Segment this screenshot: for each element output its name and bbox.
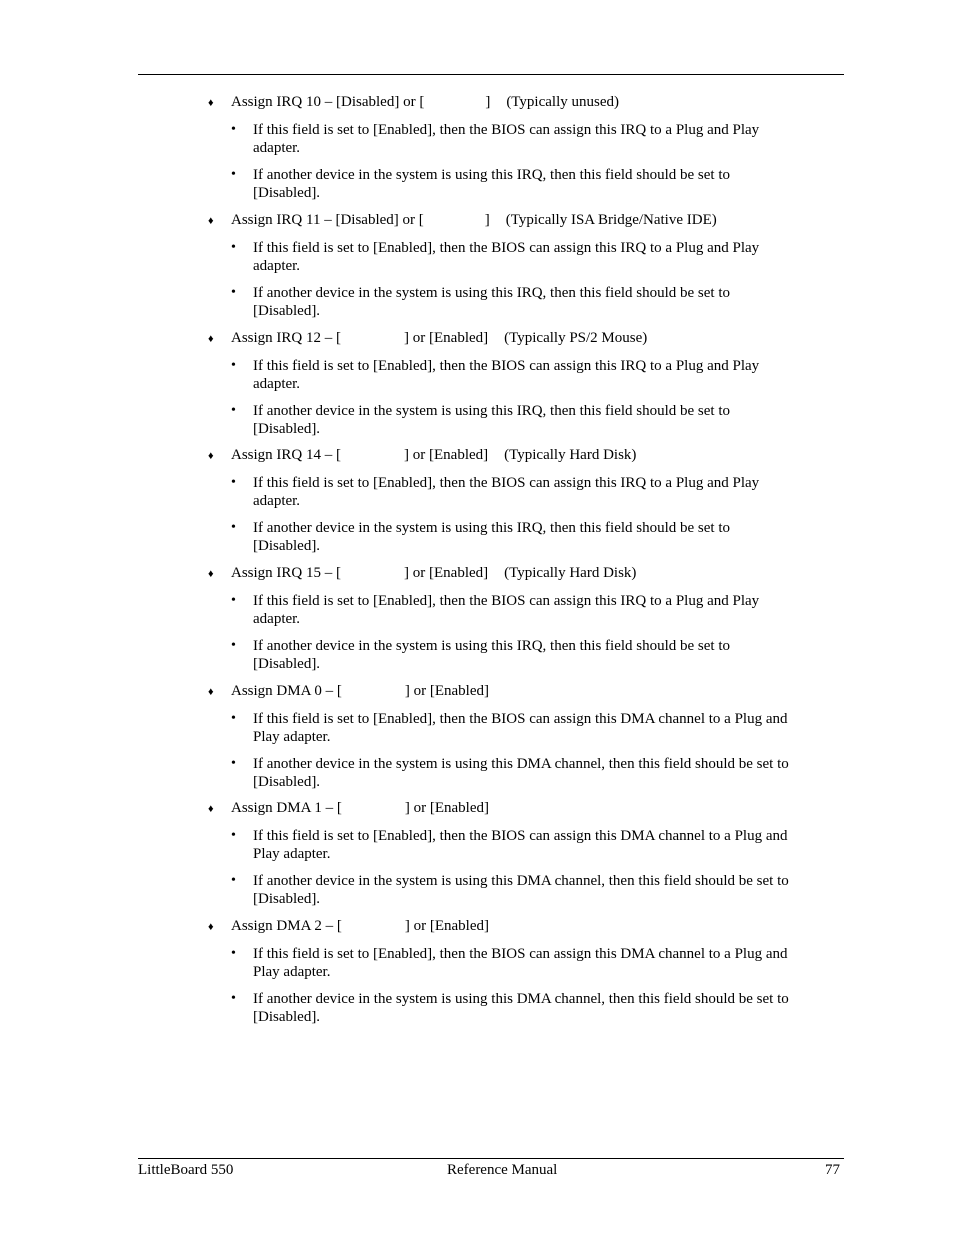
sub-bullet-icon: • (231, 285, 236, 300)
setting-options-suffix: ] or [Enabled] (404, 330, 489, 346)
sub-bullet-text-line1: If another device in the system is using this IRQ, then this field should be set to (253, 403, 731, 419)
setting-name-and-options: Assign DMA 0 – [ (231, 683, 342, 699)
diamond-bullet-icon: ♦ (208, 686, 214, 698)
sub-bullet-text-line2: [Disabled]. (253, 774, 321, 790)
sub-bullet-text-line1: If this field is set to [Enabled], then the BIOS can assign this DMA channel to a Plug and (253, 946, 788, 962)
diamond-bullet-icon: ♦ (208, 568, 214, 580)
sub-bullet-icon: • (231, 946, 236, 961)
sub-bullet-icon: • (231, 167, 236, 182)
sub-bullet-text-line2: adapter. (253, 493, 301, 509)
setting-item-heading (231, 93, 619, 111)
sub-bullet-icon: • (231, 520, 236, 535)
sub-bullet-text-line2: Play adapter. (253, 846, 331, 862)
setting-options-suffix: ] or [Enabled] (404, 683, 489, 699)
sub-bullet-text-line2: [Disabled]. (253, 303, 321, 319)
sub-bullet-icon: • (231, 828, 236, 843)
sub-bullet-icon: • (231, 756, 236, 771)
sub-bullet-text-line1: If this field is set to [Enabled], then the BIOS can assign this IRQ to a Plug and Play (253, 358, 760, 374)
sub-bullet-text-line1: If this field is set to [Enabled], then the BIOS can assign this IRQ to a Plug and Play (253, 593, 760, 609)
sub-bullet-icon: • (231, 638, 236, 653)
setting-options-suffix: ] or [Enabled] (404, 800, 489, 816)
setting-name-and-options: Assign IRQ 14 – [ (231, 447, 342, 463)
header-rule (138, 74, 844, 75)
sub-bullet-text-line2: Play adapter. (253, 964, 331, 980)
setting-item-heading (231, 682, 489, 700)
setting-item-heading (231, 564, 636, 582)
sub-bullet-text-line1: If another device in the system is using this IRQ, then this field should be set to (253, 638, 731, 654)
sub-bullet-icon: • (231, 475, 236, 490)
sub-bullet-text-line1: If another device in the system is using this DMA channel, then this field should be set to (253, 873, 789, 889)
typical-usage-note: (Typically PS/2 Mouse) (504, 330, 648, 346)
sub-bullet-icon: • (231, 403, 236, 418)
typical-usage-note: (Typically ISA Bridge/Native IDE) (505, 212, 717, 228)
sub-bullet-text-line1: If another device in the system is using this IRQ, then this field should be set to (253, 520, 731, 536)
sub-bullet-icon: • (231, 711, 236, 726)
typical-usage-note: (Typically Hard Disk) (504, 565, 637, 581)
sub-bullet-text-line2: [Disabled]. (253, 656, 321, 672)
setting-options-suffix: ] or [Enabled] (404, 918, 489, 934)
setting-name-and-options: Assign IRQ 11 – [Disabled] or [ (231, 212, 424, 228)
setting-name-and-options: Assign IRQ 12 – [ (231, 330, 342, 346)
sub-bullet-text-line2: adapter. (253, 376, 301, 392)
sub-bullet-text-line2: [Disabled]. (253, 538, 321, 554)
sub-bullet-icon: • (231, 991, 236, 1006)
sub-bullet-text-line2: adapter. (253, 258, 301, 274)
sub-bullet-icon: • (231, 358, 236, 373)
diamond-bullet-icon: ♦ (208, 921, 214, 933)
sub-bullet-text-line2: [Disabled]. (253, 421, 321, 437)
typical-usage-note: (Typically Hard Disk) (504, 447, 637, 463)
sub-bullet-text-line2: Play adapter. (253, 729, 331, 745)
sub-bullet-text-line2: adapter. (253, 611, 301, 627)
sub-bullet-text-line2: [Disabled]. (253, 891, 321, 907)
sub-bullet-icon: • (231, 873, 236, 888)
typical-usage-note: (Typically unused) (506, 94, 619, 110)
sub-bullet-text-line1: If this field is set to [Enabled], then the BIOS can assign this DMA channel to a Plug and (253, 828, 788, 844)
sub-bullet-text-line1: If this field is set to [Enabled], then the BIOS can assign this IRQ to a Plug and Play (253, 475, 760, 491)
sub-bullet-icon: • (231, 122, 236, 137)
setting-item-heading (231, 799, 489, 817)
sub-bullet-text-line2: adapter. (253, 140, 301, 156)
sub-bullet-text-line2: [Disabled]. (253, 1009, 321, 1025)
diamond-bullet-icon: ♦ (208, 97, 214, 109)
setting-name-and-options: Assign DMA 1 – [ (231, 800, 342, 816)
setting-item-heading (231, 211, 717, 229)
setting-item-heading (231, 329, 647, 347)
footer-rule (138, 1158, 844, 1159)
setting-item-heading (231, 917, 489, 935)
sub-bullet-text-line1: If this field is set to [Enabled], then the BIOS can assign this IRQ to a Plug and Play (253, 240, 760, 256)
setting-name-and-options: Assign IRQ 10 – [Disabled] or [ (231, 94, 425, 110)
diamond-bullet-icon: ♦ (208, 450, 214, 462)
sub-bullet-text-line1: If this field is set to [Enabled], then the BIOS can assign this DMA channel to a Plug and (253, 711, 788, 727)
setting-options-suffix: ] (484, 212, 490, 228)
sub-bullet-text-line1: If another device in the system is using this IRQ, then this field should be set to (253, 167, 731, 183)
setting-options-suffix: ] or [Enabled] (404, 565, 489, 581)
setting-name-and-options: Assign DMA 2 – [ (231, 918, 342, 934)
sub-bullet-icon: • (231, 593, 236, 608)
diamond-bullet-icon: ♦ (208, 803, 214, 815)
setting-name-and-options: Assign IRQ 15 – [ (231, 565, 342, 581)
footer-document-title: Reference Manual (447, 1162, 558, 1178)
sub-bullet-text-line1: If another device in the system is using this DMA channel, then this field should be set to (253, 991, 789, 1007)
setting-options-suffix: ] or [Enabled] (404, 447, 489, 463)
diamond-bullet-icon: ♦ (208, 333, 214, 345)
footer-page-number: 77 (825, 1162, 840, 1178)
sub-bullet-text-line1: If this field is set to [Enabled], then the BIOS can assign this IRQ to a Plug and Play (253, 122, 760, 138)
setting-item-heading (231, 446, 636, 464)
sub-bullet-text-line1: If another device in the system is using this IRQ, then this field should be set to (253, 285, 731, 301)
diamond-bullet-icon: ♦ (208, 215, 214, 227)
setting-options-suffix: ] (485, 94, 491, 110)
sub-bullet-text-line2: [Disabled]. (253, 185, 321, 201)
sub-bullet-text-line1: If another device in the system is using this DMA channel, then this field should be set to (253, 756, 789, 772)
sub-bullet-icon: • (231, 240, 236, 255)
footer-product-name: LittleBoard 550 (138, 1162, 234, 1178)
